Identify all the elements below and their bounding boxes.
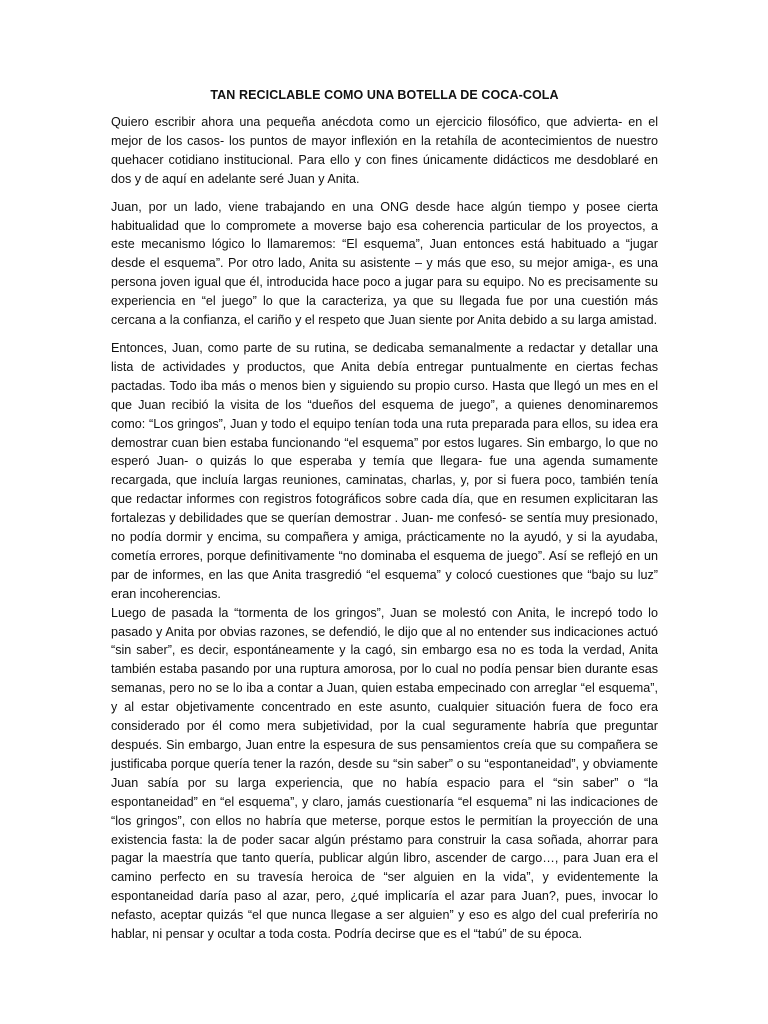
paragraph-gringos-visit: Entonces, Juan, como parte de su rutina, se dedicaba semanalmente a redactar y detallar una lista de actividades y productos, que Anita debía entregar puntualmente en ciertas fechas pactadas. Todo iba más o menos bien y siguiendo su propio curso. Hasta que llegó un mes en el que Juan recibió la visita de los “dueños del esquema de juego”, a quienes denominaremos como: “Los gringos”, Juan y todo el equipo tenían toda una ruta preparada para ellos, su idea era demostrar cuan bien estaba funcionando “el esquema” por estos lugares. Sin embargo, lo que no esperó Juan- o quizás lo que esperaba y temía que llegara- fue una agenda sumamente recargada, que incluía largas reuniones, caminatas, charlas, y, por si fuera poco, también tenía que redactar informes con registros fotográficos sobre cada día, que en resumen explicitaran las fortalezas y debilidades que se querían demostrar . Juan- me confesó- se sentía muy presionado, no podía dormir y encima, su compañera y amiga, prácticamente no la ayudó, y si la ayudaba, cometía errores, porque definitivamente “no dominaba el esquema de juego”. Así se reflejó en un par de informes, en las que Anita trasgredió “el esquema” y colocó cuestiones que “bajo su luz” eran incoherencias. [111,340,658,601]
document-title: TAN RECICLABLE COMO UNA BOTELLA DE COCA-COLA [210,88,559,102]
paragraph-aftermath: Luego de pasada la “tormenta de los gringos”, Juan se molestó con Anita, le increpó todo lo pasado y Anita por obvias razones, se defendió, le dijo que al no entender sus indicaciones actuó “sin saber”, es decir, espontáneamente y la cagó, sin embargo esa no es toda la verdad, Anita también estaba pasando por una ruptura amorosa, por lo cual no podía pensar bien durante esas semanas, pero no se lo iba a contar a Juan, quien estaba empecinado con arreglar “el esquema”, y al estar objetivamente concentrado en este asunto, cualquier situación fuera de foco era considerado por él como mera subjetividad, por la cual seguramente habría que preguntar después. Sin embargo, Juan entre la espesura de sus pensamientos creía que su compañera se justificaba porque quería tener la razón, desde su “sin saber” o su “espontaneidad”, y obviamente Juan sabía por su larga experiencia, que no había espacio para el “sin saber” o “la espontaneidad” en “el esquema”, y claro, jamás cuestionaría “el esquema” ni las indicaciones de “los gringos”, con ellos no habría que meterse, porque estos le permitían la proyección de una existencia fasta: la de poder sacar algún préstamo para construir la casa soñada, ahorrar para pagar la maestría que tanto quería, publicar algún libro, ascender de cargo…, para Juan era el camino perfecto en su travesía heroica de “ser alguien en la vida”, y evidentemente la espontaneidad daría paso al azar, pero, ¿qué implicaría el azar para Juan?, pues, invocar lo nefasto, aceptar quizás “el que nunca llegase a ser alguien” y eso es algo del cual preferiría no hablar, ni pensar y ocultar a toda costa. Podría decirse que es el “tabú” de su época. [111,605,658,942]
paragraph-juan-anita: Juan, por un lado, viene trabajando en una ONG desde hace algún tiempo y posee cierta habitualidad que lo compromete a moverse bajo esa coherencia particular de los proyectos, a este mecanismo lógico lo llamaremos: “El esquema”, Juan entonces está habituado a “jugar desde el esquema”. Por otro lado, Anita su asistente – y más que eso, su mejor amiga-, es una persona joven igual que él, introducida hace poco a jugar para su equipo. No es precisamente su experiencia en “el juego” lo que la caracteriza, ya que su llegada fue por una cuestión más cercana a la confianza, el cariño y el respeto que Juan siente por Anita debido a su larga amistad. [111,199,658,328]
paragraph-intro: Quiero escribir ahora una pequeña anécdota como un ejercicio filosófico, que advierta- en el mejor de los casos- los puntos de mayor inflexión en la retahíla de acontecimientos de nuestro quehacer cotidiano institucional. Para ello y con fines únicamente didácticos me desdoblaré en dos y de aquí en adelante seré Juan y Anita. [111,115,658,186]
